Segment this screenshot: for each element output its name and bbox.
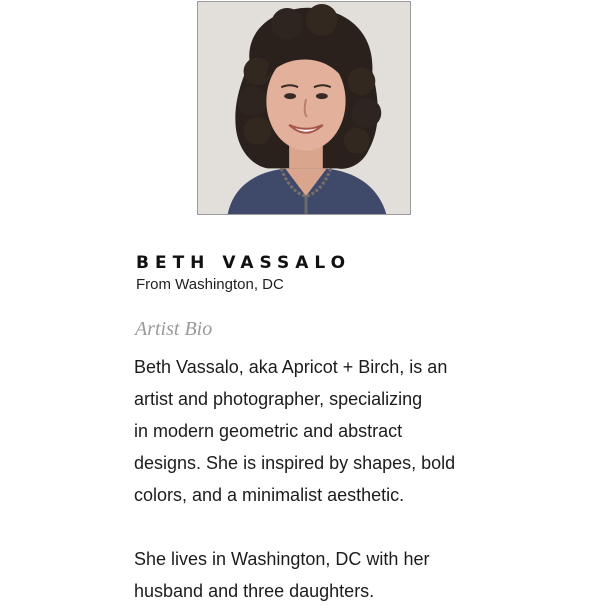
bio-line: colors, and a minimalist aesthetic. [134, 485, 405, 505]
artist-name: BETH VASSALO [136, 253, 352, 273]
bio-line: husband and three daughters. [134, 581, 375, 601]
bio-line: designs. She is inspired by shapes, bold [134, 453, 456, 473]
bio-line: Beth Vassalo, aka Apricot + Birch, is an [134, 357, 448, 377]
profile-photo [197, 1, 411, 215]
bio-line: in modern geometric and abstract [134, 421, 403, 441]
paragraph-spacer [134, 511, 484, 543]
bio-paragraph-2 [134, 543, 484, 607]
bio-paragraph-1 [134, 351, 484, 511]
portrait-image [198, 2, 410, 214]
artist-location: From Washington, DC [136, 276, 284, 293]
bio-line: She lives in Washington, DC with her [134, 549, 430, 569]
artist-bio-text [134, 351, 484, 607]
bio-line: artist and photographer, specializing [134, 389, 423, 409]
artist-bio-heading: Artist Bio [135, 318, 213, 340]
